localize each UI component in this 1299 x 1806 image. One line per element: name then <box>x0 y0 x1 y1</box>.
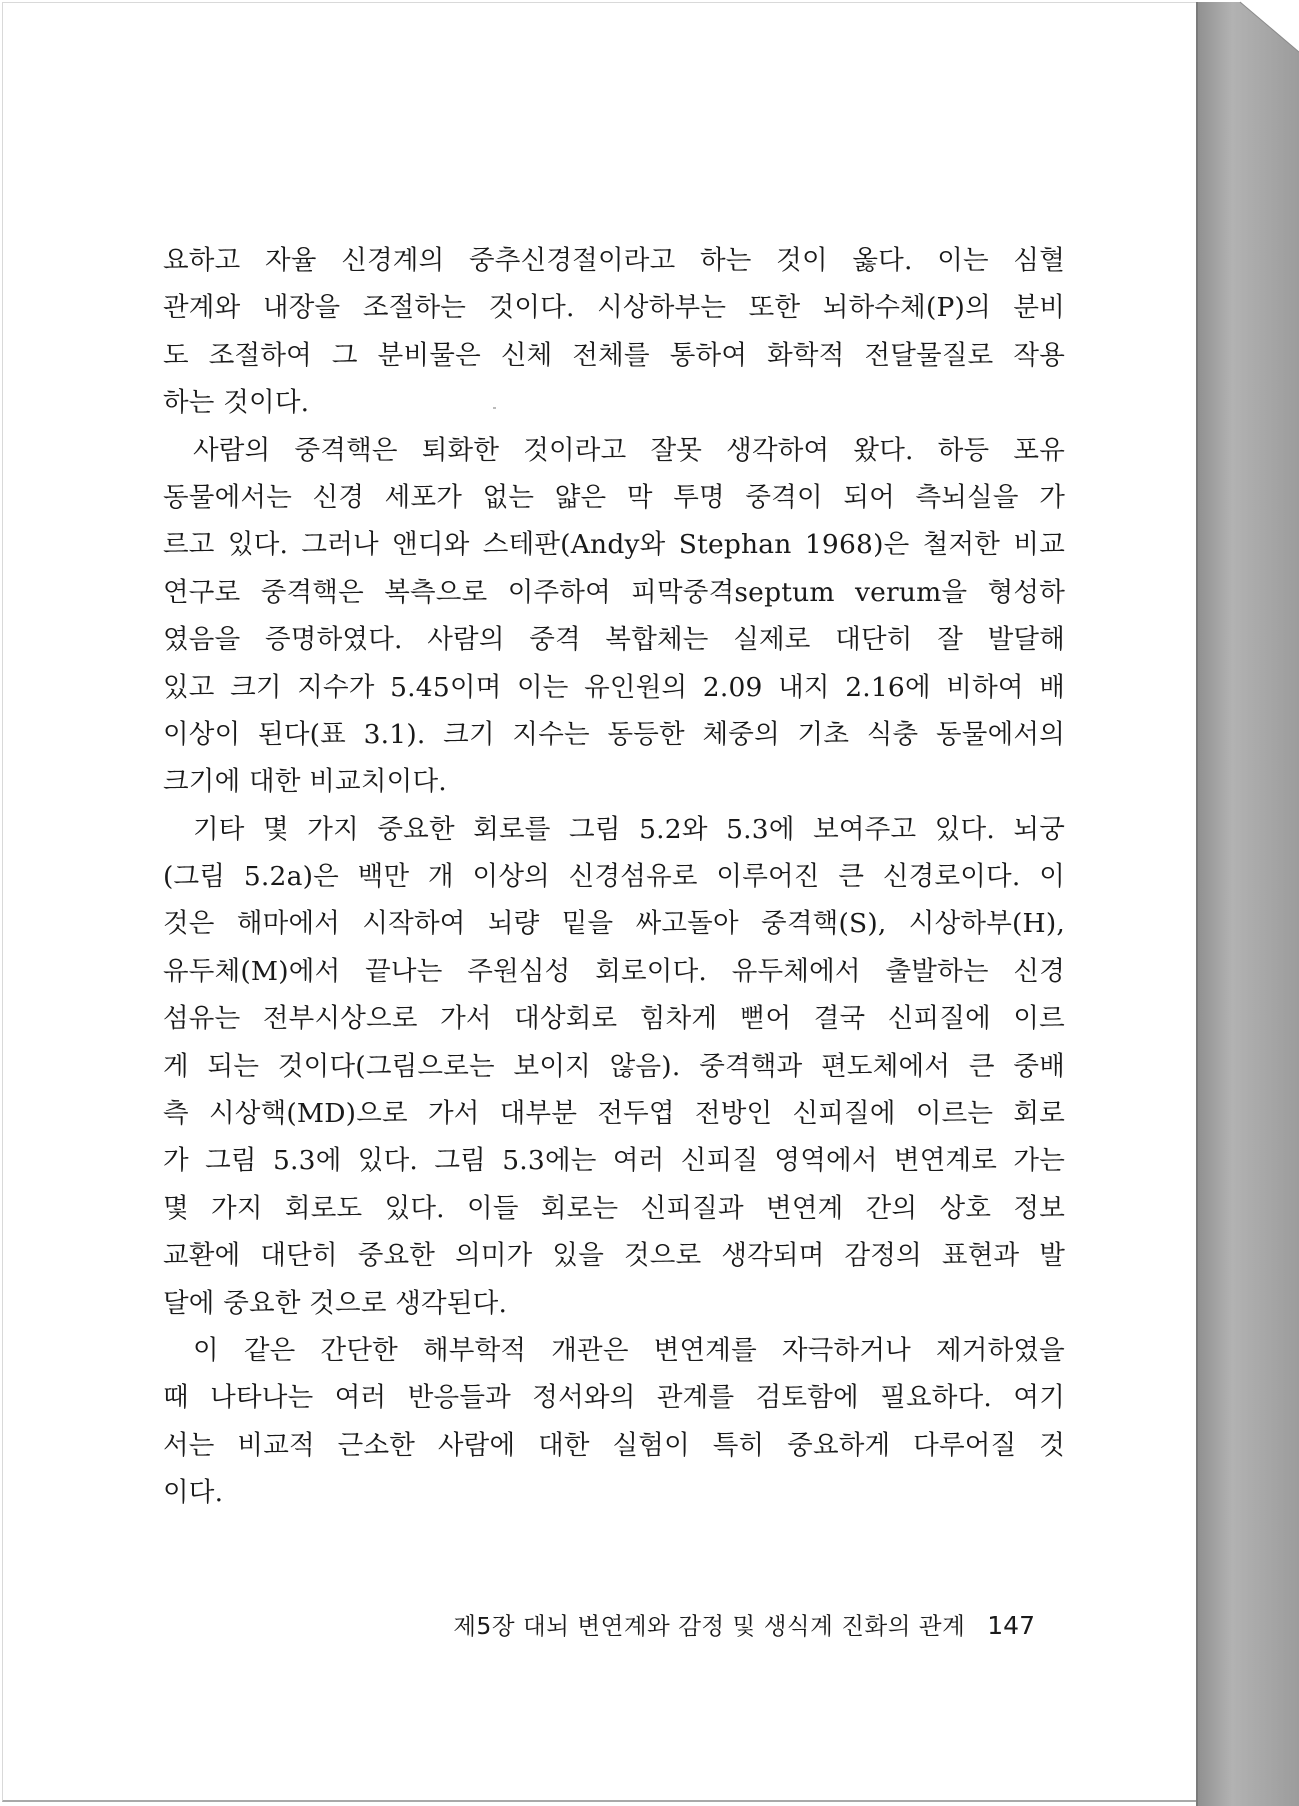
running-footer <box>395 1607 1035 1641</box>
text-line: 달에 중요한 것으로 생각된다. <box>163 1287 508 1319</box>
text-line: 교환에 대단히 중요한 의미가 있을 것으로 생각되며 감정의 표현과 발 <box>163 1240 1065 1272</box>
text-line: 관계와 내장을 조절하는 것이다. 시상하부는 또한 뇌하수체(P)의 분비 <box>163 292 1065 324</box>
text-line: 동물에서는 신경 세포가 없는 얇은 막 투명 중격이 되어 측뇌실을 가 <box>163 481 1065 513</box>
text-line: 이 같은 간단한 해부학적 개관은 변연계를 자극하거나 제거하였을 <box>193 1334 1065 1366</box>
book-thickness-edge <box>1196 0 1299 1806</box>
text-line: (그림 5.2a)은 백만 개 이상의 신경섬유로 이루어진 큰 신경로이다. 이 <box>163 861 1065 893</box>
body-text <box>163 237 1065 1517</box>
text-line: 가 그림 5.3에 있다. 그림 5.3에는 여러 신피질 영역에서 변연계로 가는 <box>163 1145 1065 1177</box>
text-line: 하는 것이다. <box>163 387 310 419</box>
text-line: 섬유는 전부시상으로 가서 대상회로 힘차게 뻗어 결국 신피질에 이르 <box>163 1003 1065 1035</box>
text-line: 측 시상핵(MD)으로 가서 대부분 전두엽 전방인 신피질에 이르는 회로 <box>163 1098 1065 1130</box>
paragraph-4 <box>163 1327 1065 1517</box>
text-line: 있고 크기 지수가 5.45이며 이는 유인원의 2.09 내지 2.16에 비하여 배 <box>163 671 1065 703</box>
paragraph-3 <box>163 806 1065 1327</box>
text-line: 게 되는 것이다(그림으로는 보이지 않음). 중격핵과 편도체에서 큰 중배 <box>163 1050 1065 1082</box>
text-line: 이다. <box>163 1477 224 1509</box>
text-line: 유두체(M)에서 끝나는 주원심성 회로이다. 유두체에서 출발하는 신경 <box>163 955 1065 987</box>
text-line: 이상이 된다(표 3.1). 크기 지수는 동등한 체중의 기초 식충 동물에서의 <box>163 718 1065 750</box>
text-line: 요하고 자율 신경계의 중추신경절이라고 하는 것이 옳다. 이는 심혈 <box>163 245 1065 276</box>
text-line: 사람의 중격핵은 퇴화한 것이라고 잘못 생각하여 왔다. 하등 포유 <box>193 434 1065 466</box>
text-line: 몇 가지 회로도 있다. 이들 회로는 신피질과 변연계 간의 상호 정보 <box>163 1192 1065 1224</box>
paragraph-1 <box>163 237 1065 427</box>
paragraph-2 <box>163 427 1065 806</box>
page-number: 147 <box>987 1611 1035 1640</box>
text-line: 크기에 대한 비교치이다. <box>163 766 447 798</box>
text-line: 도 조절하여 그 분비물은 신체 전체를 통하여 화학적 전달물질로 작용 <box>163 339 1065 371</box>
text-line: 것은 해마에서 시작하여 뇌량 밑을 싸고돌아 중격핵(S), 시상하부(H), <box>163 908 1065 940</box>
text-line: 기타 몇 가지 중요한 회로를 그림 5.2와 5.3에 보여주고 있다. 뇌궁 <box>193 813 1065 845</box>
text-line: 였음을 증명하였다. 사람의 중격 복합체는 실제로 대단히 잘 발달해 <box>163 624 1065 656</box>
chapter-title: 제5장 대뇌 변연계와 감정 및 생식계 진화의 관계 <box>453 1612 966 1640</box>
text-line: 때 나타나는 여러 반응들과 정서와의 관계를 검토함에 필요하다. 여기 <box>163 1382 1065 1414</box>
text-line: 서는 비교적 근소한 사람에 대한 실험이 특히 중요하게 다루어질 것 <box>163 1429 1065 1461</box>
text-line: 르고 있다. 그러나 앤디와 스테판(Andy와 Stephan 1968)은 철저한 비교 <box>163 529 1065 561</box>
book-page <box>2 2 1196 1802</box>
text-line: 연구로 중격핵은 복측으로 이주하여 피막중격septum verum을 형성하 <box>163 576 1065 608</box>
